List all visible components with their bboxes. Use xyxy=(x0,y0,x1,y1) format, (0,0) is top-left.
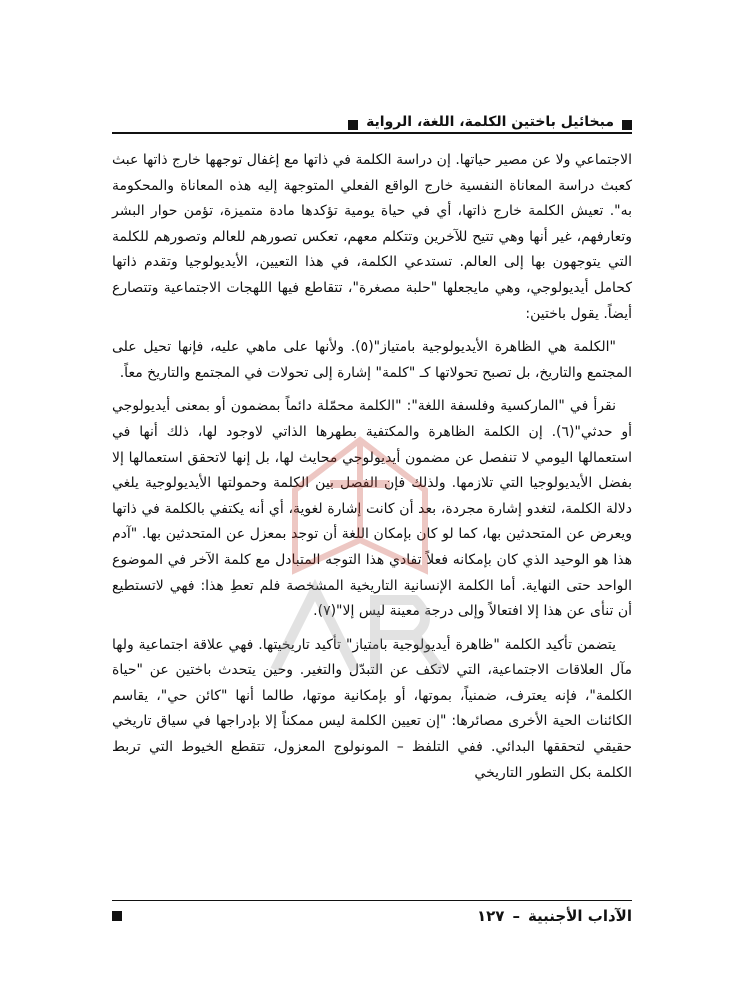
running-header-title: مبخائيل باختين الكلمة، اللغة، الرواية xyxy=(366,114,614,130)
page-footer xyxy=(112,900,632,931)
paragraph-2: "الكلمة هي الظاهرة الأيديولوجية بامتياز"(٥). ولأنها على ماهي عليه، فإنها تحيل على المجتمع والتاريخ، بل تصبح تحولاتها كـ "كلمة" إشارة إلى تحولات في المجتمع والتاريخ معاً. xyxy=(112,339,632,381)
running-header xyxy=(112,100,632,130)
paragraph-1: الاجتماعي ولا عن مصير حياتها. إن دراسة الكلمة في ذاتها مع إغفال توجهها خارج ذاتها عبث كعبث دراسة المعاناة النفسية خارج الواقع الفعلي المتوجهة إليه هذه المعاناة والمحكومة به". تعيش الكلمة خارج ذاتها، أي في حياة يومية تؤكدها مادة متميزة، تؤمن حوار البشر وتعارفهم، غير أنها وهي تتيح للآخرين وتتكلم معهم، تعكس تصورهم للعالم وتصورهم للكلمة التي يتوجهون بها إلى العالم. تستدعي الكلمة، في هذا التعيين، الأيديولوجيا وتقدم ذاتها كحامل أيديولوجي، وهي مايجعلها "حلبة مصغرة"، تتقاطع فيها اللهجات الاجتماعية وتتصارع أيضاً. يقول باختين: xyxy=(112,152,632,322)
header-rule xyxy=(112,132,632,134)
header-square-icon xyxy=(348,120,358,130)
paragraph-3: نقرأ في "الماركسية وفلسفة اللغة": "الكلمة محمّلة دائماً بمضمون أو بمعنى أيديولوجي أو حدثي"(٦). إن الكلمة الظاهرة والمكتفية بطهرها الذاتي لاوجود لها، ذلك أنها في استعمالها اليومي لا تنفصل عن مضمون أيديولوجي محايث لها، بل إنها لاتحقق استعمالها إلا بفضل الأيديولوجيا التي تلازمها. ولذلك فإن الفصل بين الكلمة وحمولتها الأيديولوجية يلغي دلالة الكلمة، لتغدو إشارة مجردة، بعد أن كانت إشارة لغوية، أي أنه يكتفي بالكلمة في ذاتها ويعرض عن المتحدثين بها، كما لو كان بإمكان اللغة أن توجد بمعزل عن المتحدثين بها. "آدم هذا هو الوحيد الذي كان بإمكانه فعلاً تفادي هذا التوجه المتبادل مع كلمة الآخر في الموضوع الواحد حتى النهاية. أما الكلمة الإنسانية التاريخية المشخصة فلم تعطِ هذا: فهي لاتستطيع أن تنأى عن هذا إلا افتعالاً وإلى درجة معينة ليس إلا"(٧). xyxy=(112,398,632,620)
page-body xyxy=(112,148,632,883)
footer-separator: – xyxy=(512,907,520,925)
footer-page-number: ١٢٧ xyxy=(476,907,505,925)
footer-square-icon xyxy=(112,911,122,921)
footer-journal-name: الآداب الأجنبية xyxy=(527,907,632,925)
header-square-icon xyxy=(622,120,632,130)
paragraph-4: يتضمن تأكيد الكلمة "ظاهرة أيديولوجية بامتياز" تأكيد تاريخيتها. فهي علاقة اجتماعية ولها مآل العلاقات الاجتماعية، التي لاتكف عن التبدّل والتغير. وحين يتحدث باختين عن "حياة الكلمة"، فإنه يعترف، ضمنياً، بموتها، أو بإمكانية موتها، طالما أنها "كائن حي"، يقاسم الكائنات الحية الأخرى مصائرها: "إن تعيين الكلمة ليس ممكناً إلا بإدراجها في سياق تاريخي حقيقي لتحققها البدائي. ففي التلفظ – المونولوج المعزول، تتقطع الخيوط التي تربط الكلمة بكل التطور التاريخي xyxy=(112,636,632,781)
